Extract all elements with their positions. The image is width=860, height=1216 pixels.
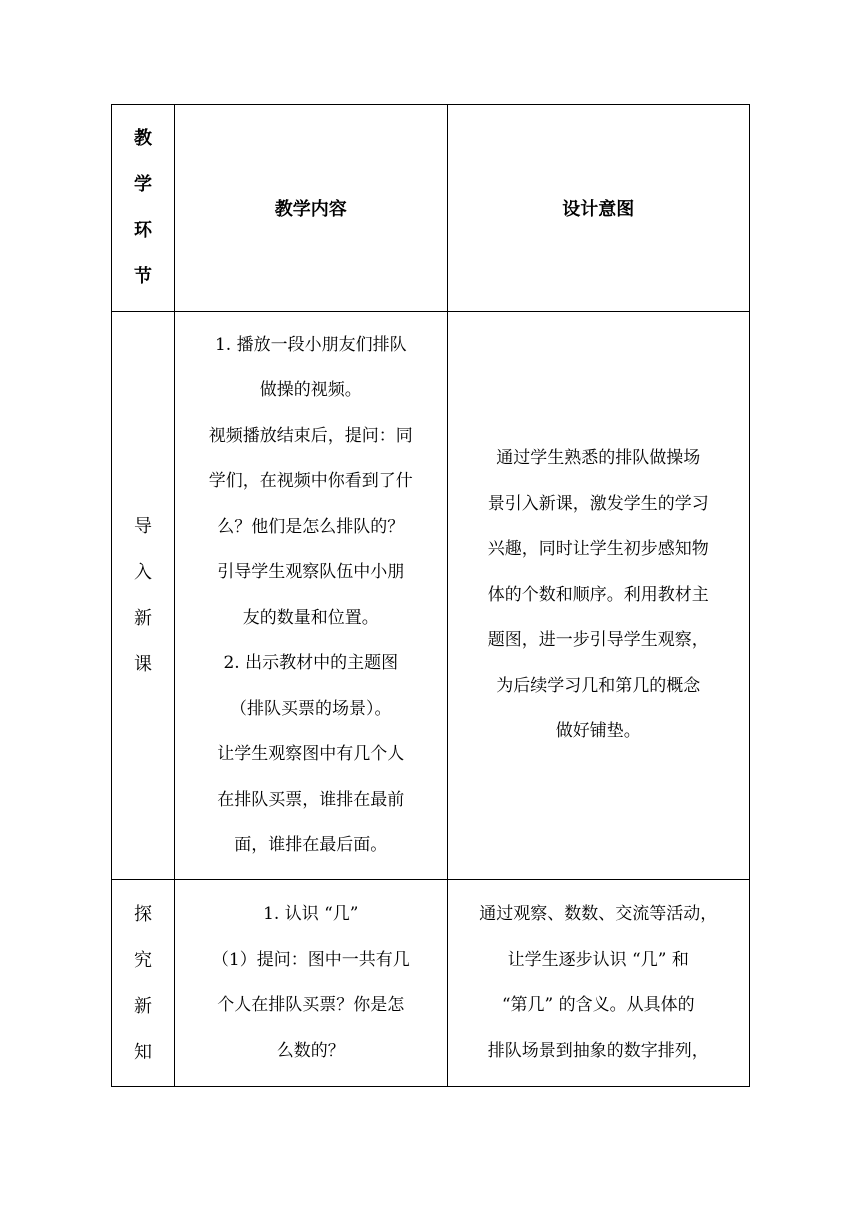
header-content-title: 教学内容 bbox=[274, 199, 347, 220]
design-line: 做好铺垫。 bbox=[555, 721, 641, 742]
content-line: （排队买票的场景）。 bbox=[230, 698, 392, 719]
intro-content-cell bbox=[175, 312, 447, 880]
explore-stage-label bbox=[112, 880, 174, 1076]
design-line: 体的个数和顺序。利用教材主 bbox=[487, 584, 709, 605]
design-line: 通过学生熟悉的排队做操场 bbox=[496, 448, 701, 469]
explore-design-text bbox=[448, 880, 749, 1074]
intro-design-text bbox=[448, 436, 749, 755]
content-line: 2. 出示教材中的主题图 bbox=[223, 653, 399, 673]
design-line: 排队场景到抽象的数字排列， bbox=[487, 1040, 709, 1061]
content-line: 视频播放结束后，提问：同 bbox=[208, 425, 413, 446]
explore-stage-char: 究 bbox=[134, 950, 153, 971]
content-line: 么？他们是怎么排队的？ bbox=[217, 516, 405, 537]
table-row-explore bbox=[112, 880, 750, 1087]
design-line: 兴趣，同时让学生初步感知物 bbox=[487, 539, 709, 560]
lesson-plan-table bbox=[111, 104, 750, 1087]
content-line: 1. 播放一段小朋友们排队 bbox=[214, 334, 407, 355]
explore-stage-char: 探 bbox=[134, 904, 153, 925]
header-stage-label bbox=[112, 116, 174, 300]
content-line: 面，谁排在最后面。 bbox=[234, 835, 388, 855]
design-line: 为后续学习几和第几的概念 bbox=[496, 675, 701, 696]
design-line: 景引入新课，激发学生的学习 bbox=[487, 493, 709, 514]
content-line: 友的数量和位置。 bbox=[242, 607, 379, 628]
content-line: 让学生观察图中有几个人 bbox=[217, 744, 405, 764]
header-stage-char: 教 bbox=[134, 128, 153, 149]
header-stage-cell bbox=[112, 105, 175, 312]
explore-design-cell bbox=[447, 880, 749, 1087]
content-line: 1. 认识 “几” bbox=[263, 904, 359, 924]
content-line: 引导学生观察队伍中小朋 bbox=[217, 562, 405, 582]
intro-stage-label bbox=[112, 504, 174, 688]
intro-stage-char: 课 bbox=[134, 653, 153, 675]
intro-stage-char: 新 bbox=[134, 607, 153, 629]
header-stage-char: 环 bbox=[134, 220, 153, 241]
intro-stage-cell bbox=[112, 312, 175, 880]
intro-stage-char: 入 bbox=[134, 561, 153, 583]
table-row-intro bbox=[112, 312, 750, 880]
header-design-title: 设计意图 bbox=[562, 199, 635, 220]
explore-stage-char: 知 bbox=[134, 1042, 153, 1063]
design-line: 题图，进一步引导学生观察， bbox=[487, 630, 709, 651]
explore-stage-char: 新 bbox=[134, 996, 153, 1017]
content-line: 个人在排队买票？你是怎 bbox=[217, 995, 405, 1015]
explore-stage-cell bbox=[112, 880, 175, 1087]
header-design-cell bbox=[447, 105, 749, 312]
table-header-row bbox=[112, 105, 750, 312]
design-line: 让学生逐步认识 “几” 和 bbox=[507, 949, 689, 970]
explore-content-cell bbox=[175, 880, 447, 1087]
content-line: 做操的视频。 bbox=[259, 380, 362, 400]
header-stage-char: 学 bbox=[134, 174, 153, 195]
content-line: 在排队买票，谁排在最前 bbox=[217, 789, 405, 810]
header-content-cell bbox=[175, 105, 447, 312]
intro-stage-char: 导 bbox=[134, 515, 153, 537]
design-line: “第几” 的含义。从具体的 bbox=[501, 995, 695, 1015]
intro-design-cell bbox=[447, 312, 749, 880]
explore-content-text bbox=[175, 880, 446, 1074]
design-line: 通过观察、数数、交流等活动， bbox=[479, 904, 718, 924]
content-line: 学们，在视频中你看到了什 bbox=[208, 471, 413, 491]
content-line: （1）提问：图中一共有几 bbox=[211, 949, 410, 970]
intro-content-text bbox=[175, 323, 446, 869]
header-stage-char: 节 bbox=[134, 266, 153, 287]
content-line: 么数的？ bbox=[276, 1040, 345, 1061]
